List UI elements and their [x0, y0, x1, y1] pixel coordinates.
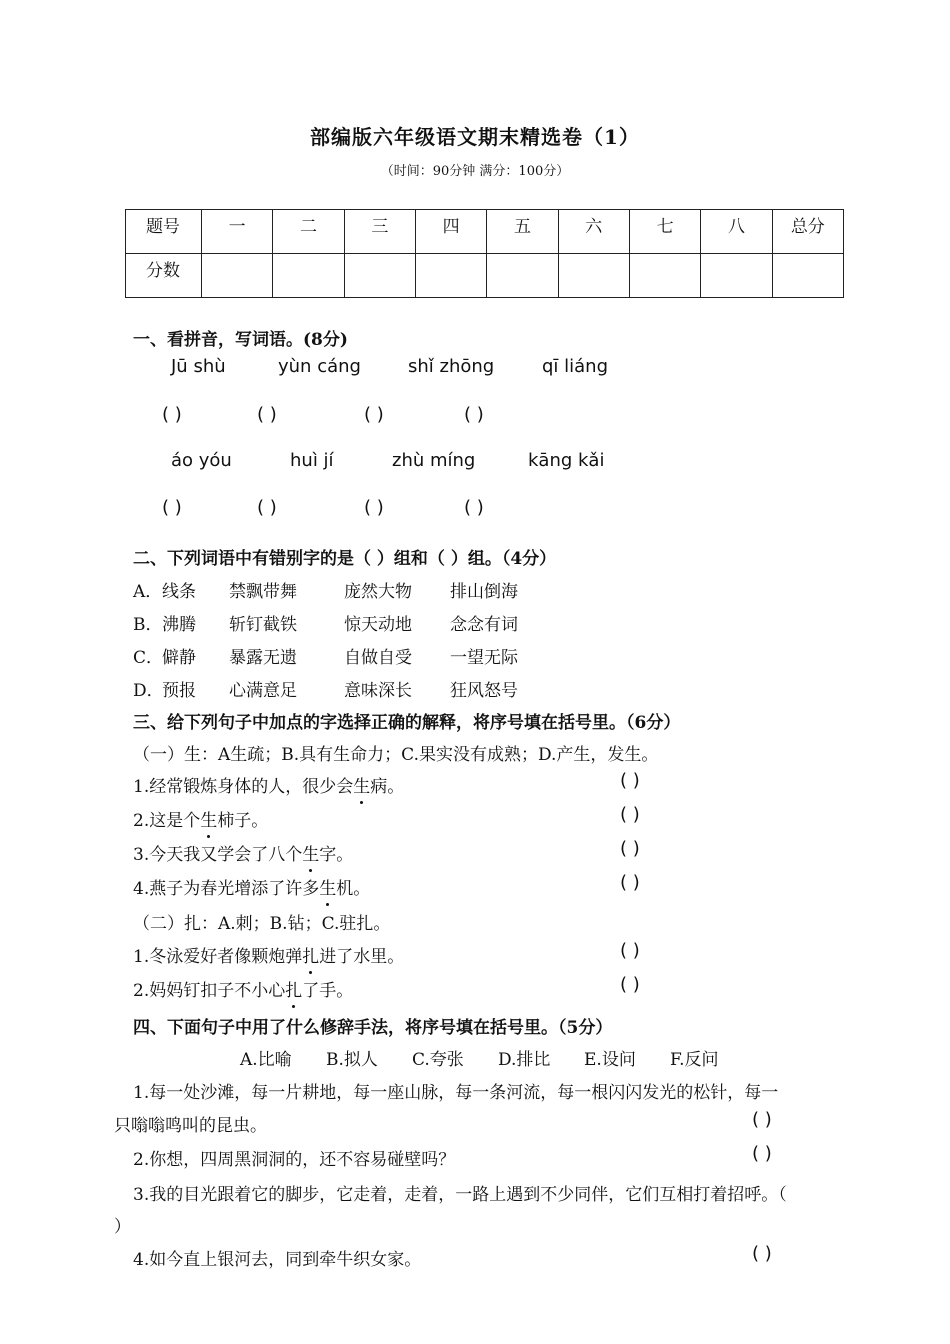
- section2-heading: 二、下列词语中有错别字的是（ ）组和（ ）组。（4分）: [133, 549, 557, 569]
- option-word: 心满意足: [229, 681, 297, 701]
- score-cell: [415, 254, 486, 298]
- sentence-item: [133, 840, 353, 865]
- header-cell: 六: [558, 210, 629, 254]
- group2-definitions: （二）扎：A.刺；B.钻；C.驻扎。: [133, 914, 391, 934]
- option-word: 沸腾: [162, 615, 196, 635]
- choice: B.拟人: [326, 1050, 378, 1070]
- option-word: 禁飘带舞: [229, 582, 297, 602]
- answer-blank[interactable]: ( ): [752, 1143, 772, 1164]
- sentence-item: 4.如今直上银河去，同到牵牛织女家。: [133, 1250, 422, 1270]
- answer-blank[interactable]: ( ): [257, 404, 277, 425]
- option-word: 一望无际: [450, 648, 518, 668]
- sentence-text: 机。: [336, 879, 371, 899]
- header-cell: 八: [701, 210, 772, 254]
- answer-blank[interactable]: ( ): [620, 974, 640, 995]
- header-cell: 七: [629, 210, 700, 254]
- answer-blank[interactable]: ( ): [620, 872, 640, 893]
- pinyin: áo yóu: [171, 450, 232, 471]
- sentence-item-continued: 只嗡嗡鸣叫的昆虫。: [114, 1116, 267, 1136]
- pinyin: huì jí: [290, 450, 334, 471]
- score-cell: [701, 254, 772, 298]
- section4-heading: 四、下面句子中用了什么修辞手法，将序号填在括号里。（5分）: [133, 1018, 613, 1038]
- answer-blank[interactable]: ( ): [464, 497, 484, 518]
- sentence-item: [133, 976, 353, 1001]
- score-table-header-row: [126, 210, 844, 254]
- option-word: 僻静: [162, 648, 196, 668]
- answer-blank[interactable]: ( ): [162, 404, 182, 425]
- answer-blank[interactable]: ( ): [364, 497, 384, 518]
- header-cell: 总分: [772, 210, 843, 254]
- sentence-item: 3.我的目光跟着它的脚步，它走着，走着，一路上遇到不少同伴，它们互相打着招呼。（: [133, 1185, 787, 1205]
- sentence-item: 1.每一处沙滩，每一片耕地，每一座山脉，每一条河流，每一根闪闪发光的松针，每一: [133, 1083, 779, 1103]
- choice: E.设问: [584, 1050, 636, 1070]
- score-cell: [202, 254, 273, 298]
- option-word: 线条: [162, 582, 196, 602]
- score-cell: [273, 254, 344, 298]
- answer-blank[interactable]: ( ): [464, 404, 484, 425]
- answer-blank[interactable]: ( ): [620, 940, 640, 961]
- option-word: 暴露无遗: [229, 648, 297, 668]
- score-cell: [344, 254, 415, 298]
- section1-heading: 一、看拼音，写词语。(8分): [133, 330, 348, 350]
- answer-blank[interactable]: ( ): [752, 1243, 772, 1264]
- header-cell: 五: [487, 210, 558, 254]
- option-word: 念念有词: [450, 615, 518, 635]
- header-cell: 四: [415, 210, 486, 254]
- header-cell: 二: [273, 210, 344, 254]
- dotted-character: 生: [200, 806, 217, 831]
- sentence-text: 病。: [370, 777, 405, 797]
- dotted-character: 生: [353, 772, 370, 797]
- score-cell: [558, 254, 629, 298]
- answer-blank[interactable]: ( ): [620, 770, 640, 791]
- sentence-item: [133, 806, 268, 831]
- option-letter: D．: [133, 681, 164, 701]
- option-letter: A．: [133, 582, 163, 602]
- option-letter: B．: [133, 615, 163, 635]
- sentence-text: 2.这是个: [133, 811, 201, 831]
- header-cell: 题号: [126, 210, 202, 254]
- sentence-text: 柿子。: [217, 811, 269, 831]
- sentence-text: 2.妈妈钉扣子不小心: [133, 981, 286, 1001]
- pinyin: zhù míng: [392, 450, 476, 471]
- sentence-item: [133, 942, 404, 967]
- sentence-text: 3.今天我又学会了八个: [133, 845, 303, 865]
- pinyin: yùn cáng: [278, 356, 361, 377]
- answer-blank[interactable]: ( ): [620, 804, 640, 825]
- sentence-text: 进了水里。: [319, 947, 405, 967]
- option-word: 预报: [162, 681, 196, 701]
- option-letter: C．: [133, 648, 164, 668]
- option-word: 排山倒海: [450, 582, 518, 602]
- option-word: 庞然大物: [344, 582, 412, 602]
- sentence-item: [133, 772, 404, 797]
- section3-heading: 三、给下列句子中加点的字选择正确的解释，将序号填在括号里。（6分）: [133, 713, 681, 733]
- dotted-character: 生: [319, 874, 336, 899]
- score-row-label: 分数: [126, 254, 202, 298]
- sentence-item: [133, 874, 370, 899]
- score-cell: [629, 254, 700, 298]
- answer-blank[interactable]: ( ): [257, 497, 277, 518]
- sentence-text: 1.冬泳爱好者像颗炮弹: [133, 947, 303, 967]
- pinyin: qī liáng: [542, 356, 609, 377]
- choice: C.夸张: [412, 1050, 464, 1070]
- answer-blank-closing[interactable]: ）: [114, 1217, 131, 1237]
- sentence-text: 4.燕子为春光增添了许多: [133, 879, 320, 899]
- sentence-text: 字。: [319, 845, 354, 865]
- pinyin: kāng kǎi: [528, 450, 605, 471]
- header-cell: 一: [202, 210, 273, 254]
- pinyin: shǐ zhōng: [408, 356, 495, 377]
- sentence-text: 1.经常锻炼身体的人，很少会: [133, 777, 354, 797]
- choice: A.比喻: [240, 1050, 292, 1070]
- answer-blank[interactable]: ( ): [162, 497, 182, 518]
- choice: F.反问: [670, 1050, 719, 1070]
- page-title: 部编版六年级语文期末精选卷（1）: [310, 125, 640, 149]
- option-word: 斩钉截铁: [229, 615, 297, 635]
- score-cell: [772, 254, 843, 298]
- exam-info: （时间：90分钟 满分：100分）: [380, 164, 570, 179]
- header-cell: 三: [344, 210, 415, 254]
- score-cell: [487, 254, 558, 298]
- score-table: [125, 209, 844, 298]
- group1-definitions: （一）生：A生疏；B.具有生命力；C.果实没有成熟；D.产生，发生。: [133, 745, 659, 765]
- sentence-item: 2.你想，四周黑洞洞的，还不容易碰壁吗？: [133, 1150, 456, 1170]
- option-word: 意味深长: [344, 681, 412, 701]
- option-word: 自做自受: [344, 648, 412, 668]
- sentence-text: 了手。: [302, 981, 354, 1001]
- answer-blank[interactable]: ( ): [752, 1109, 772, 1130]
- dotted-character: 扎: [285, 976, 302, 1001]
- option-word: 狂风怒号: [450, 681, 518, 701]
- pinyin: Jū shù: [171, 356, 226, 377]
- option-word: 惊天动地: [344, 615, 412, 635]
- answer-blank[interactable]: ( ): [620, 838, 640, 859]
- answer-blank[interactable]: ( ): [364, 404, 384, 425]
- score-table-score-row: [126, 254, 844, 298]
- dotted-character: 扎: [302, 942, 319, 967]
- choice: D.排比: [498, 1050, 551, 1070]
- dotted-character: 生: [302, 840, 319, 865]
